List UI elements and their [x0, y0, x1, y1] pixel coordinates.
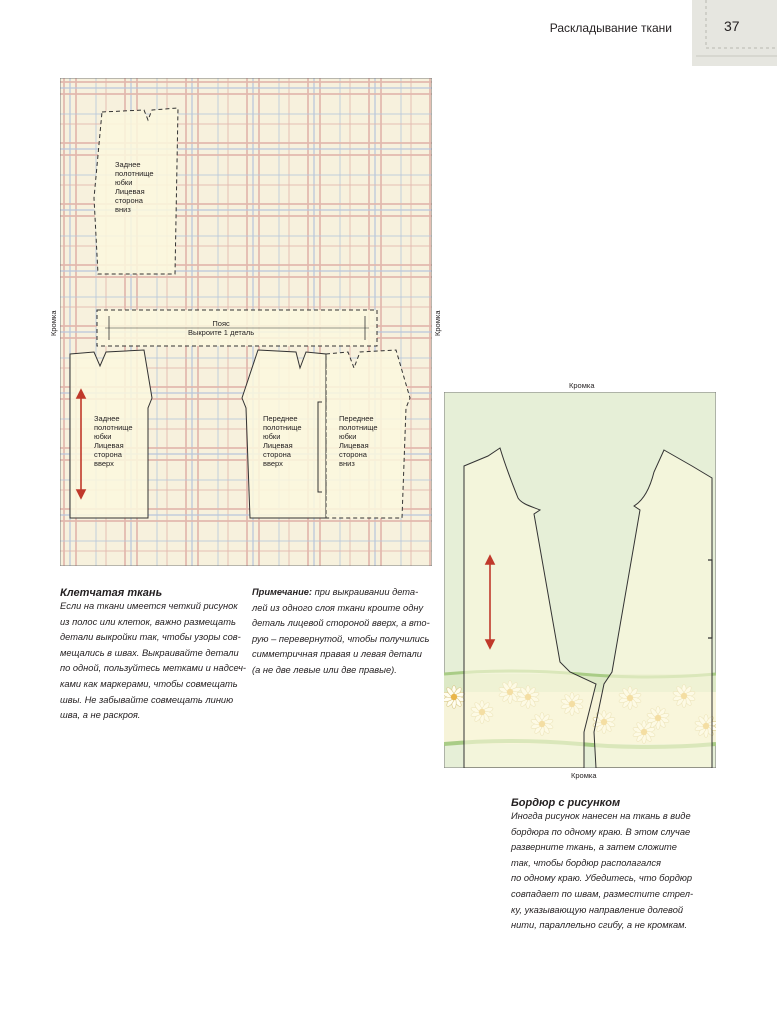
caption-note: Примечание: при выкраивании дета- лей из одного слоя ткани кроите одну деталь лицевой стороной вверх, а вто- рую – перевернутой, чтобы получились симметричная правая и левая детали (а не две левые или две правые).	[252, 587, 430, 675]
label-back-bottom: Заднее полотнище юбки Лицевая сторона вверх	[94, 414, 133, 468]
selvage-label-left: Кромка	[49, 310, 58, 336]
selvage-label-right: Кромка	[433, 310, 442, 336]
label-front-a: Переднее полотнище юбки Лицевая сторона вверх	[263, 414, 302, 468]
label-waistband: Пояс Выкроите 1 деталь	[188, 319, 255, 337]
label-back-top: Заднее полотнище юбки Лицевая сторона вниз	[115, 160, 154, 214]
note-label: Примечание:	[252, 587, 313, 597]
page-number: 37	[724, 18, 740, 34]
caption-plaid	[60, 587, 250, 724]
label-front-b: Переднее полотнище юбки Лицевая сторона вниз	[339, 414, 378, 468]
selvage-label-top: Кромка	[569, 381, 595, 390]
selvage-label-bottom: Кромка	[571, 771, 597, 780]
section-title: Раскладывание ткани	[549, 21, 672, 35]
caption-border-title: Бордюр с рисунком	[511, 797, 621, 809]
border-fabric-illustration	[444, 392, 716, 768]
caption-plaid-title: Клетчатая ткань	[60, 587, 163, 599]
caption-border-body: Иногда рисунок нанесен на ткань в виде бордюра по одному краю. В этом случае разверните ткань, а затем сложите так, чтобы бордюр располагался по одному краю. Убедитесь, что бордюр совпадает по швам, разместите стрел- ку, указывающую направление долевой нити, параллельно сгибу, а не кромкам.	[511, 811, 694, 931]
plaid-fabric-figure	[60, 78, 432, 566]
caption-border	[511, 797, 741, 934]
note-first-line: при выкраивании дета-	[312, 587, 419, 597]
border-fabric-figure	[444, 392, 716, 768]
caption-plaid-body: Если на ткани имеется четкий рисунок из полос или клеток, важно размещать детали выкройки так, чтобы узоры сов- мещались в швах. Выкраивайте детали по одной, пользуйтесь метками и надсеч- ками как маркерами, чтобы совмещать швы. Не забывайте совмещать линию шва, а не раскроя.	[60, 601, 247, 721]
